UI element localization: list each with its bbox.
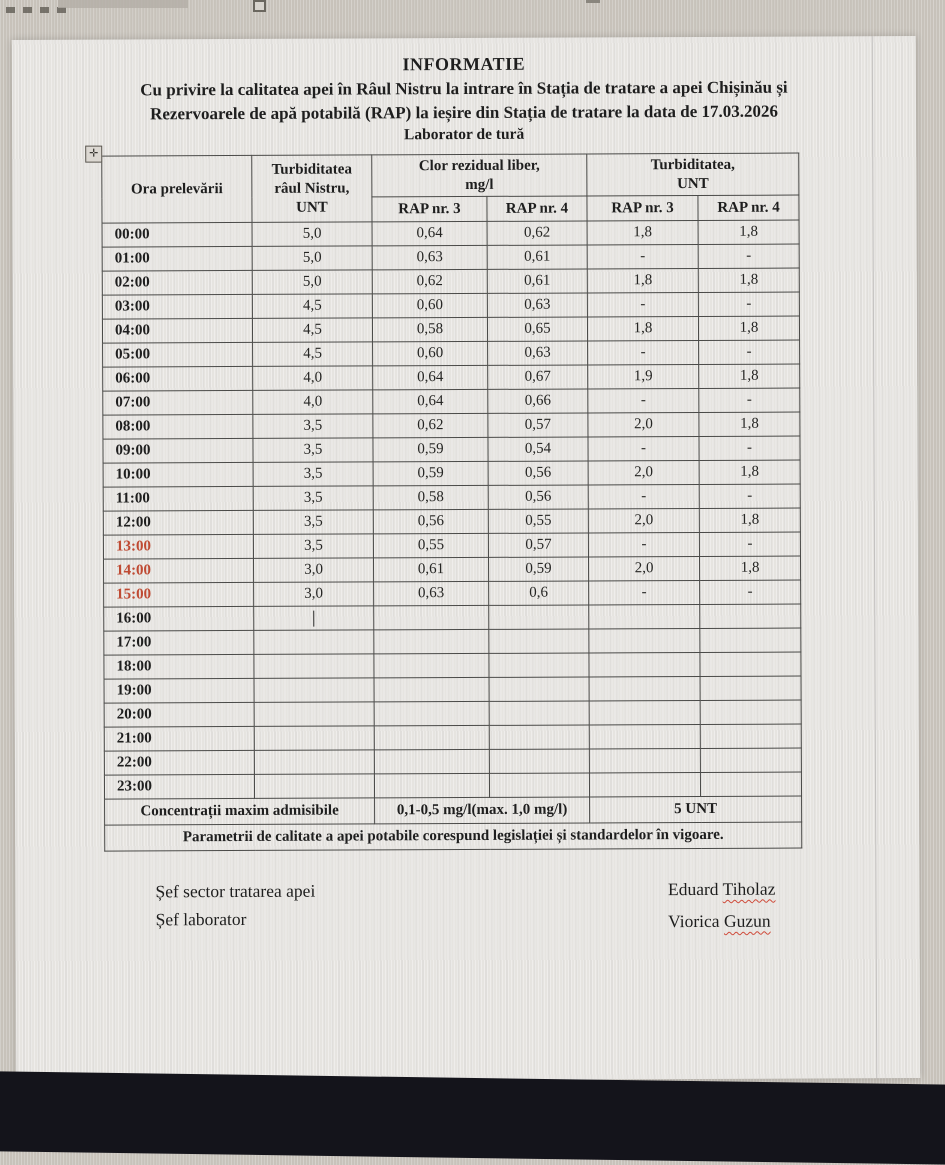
time-cell[interactable]: 16:00	[104, 606, 254, 631]
role-sector-chief[interactable]: Șef sector tratarea apei	[155, 880, 316, 902]
turbidity-rap3-cell[interactable]: -	[587, 244, 698, 268]
turbidity-rap3-cell[interactable]: 2,0	[588, 460, 699, 484]
time-cell[interactable]: 11:00	[103, 486, 253, 511]
turbidity-rap4-cell[interactable]: 1,8	[699, 508, 800, 532]
chlorine-rap4-cell[interactable]: 0,55	[488, 509, 588, 533]
turbidity-rap4-cell[interactable]: -	[699, 340, 800, 364]
chlorine-rap4-cell[interactable]	[489, 701, 589, 725]
turbidity-rap4-cell[interactable]	[700, 676, 801, 700]
chlorine-rap4-cell[interactable]: 0,59	[488, 557, 588, 581]
chlorine-rap4-cell[interactable]: 0,66	[488, 389, 588, 413]
first-name: Eduard	[667, 878, 719, 900]
square-outline-icon[interactable]	[253, 0, 266, 12]
turbidity-river-cell[interactable]: 5,0	[252, 246, 372, 271]
chlorine-rap3-cell[interactable]	[374, 677, 489, 702]
table-row	[103, 484, 800, 511]
table-row	[102, 292, 799, 319]
quality-note-row	[105, 822, 802, 851]
water-quality-table	[101, 153, 802, 852]
table-row	[103, 412, 800, 439]
table-row	[102, 220, 799, 247]
turbidity-rap3-cell[interactable]: -	[588, 484, 699, 508]
chlorine-rap3-cell[interactable]: 0,64	[372, 221, 487, 246]
chlorine-rap3-cell[interactable]	[374, 725, 489, 750]
turbidity-river-cell[interactable]	[254, 630, 374, 655]
turbidity-river-cell[interactable]	[254, 774, 374, 799]
turbidity-rap3-cell[interactable]	[589, 700, 700, 724]
chlorine-rap3-cell[interactable]	[374, 701, 489, 726]
chlorine-rap3-cell[interactable]: 0,59	[373, 461, 488, 486]
chlorine-rap4-cell[interactable]: 0,63	[487, 293, 587, 317]
turbidity-river-cell[interactable]	[254, 654, 374, 679]
turbidity-rap4-cell[interactable]: 1,8	[699, 460, 800, 484]
chlorine-rap3-cell[interactable]: 0,62	[372, 269, 487, 294]
turbidity-rap3-cell[interactable]: -	[588, 388, 699, 412]
chlorine-rap3-cell[interactable]: 0,56	[373, 509, 488, 534]
turbidity-rap4-cell[interactable]: 1,8	[699, 412, 800, 436]
time-cell[interactable]: 07:00	[103, 390, 253, 415]
turbidity-river-cell[interactable]: 3,5	[253, 534, 373, 559]
turbidity-rap3-cell[interactable]: 2,0	[588, 508, 699, 532]
last-name-spellcheck: Guzun	[723, 910, 771, 931]
table-row	[103, 364, 800, 391]
turbidity-rap3-cell[interactable]: -	[588, 436, 699, 460]
subheader-rap4-chlorine[interactable]: RAP nr. 4	[487, 196, 587, 221]
signature-block	[155, 879, 775, 946]
header-turbidity-river[interactable]: Turbiditatea râul Nistru, UNT	[252, 155, 372, 223]
chlorine-rap3-cell[interactable]: 0,58	[373, 485, 488, 510]
time-cell[interactable]: 01:00	[102, 246, 252, 271]
chlorine-rap3-cell[interactable]	[374, 653, 489, 678]
chlorine-rap4-cell[interactable]	[489, 773, 589, 797]
signature-roles	[155, 881, 315, 946]
turbidity-rap4-cell[interactable]: -	[699, 484, 800, 508]
turbidity-rap3-cell[interactable]: -	[588, 532, 699, 556]
chlorine-rap4-cell[interactable]	[489, 725, 589, 749]
signature-names	[668, 879, 776, 943]
table-row	[102, 268, 799, 295]
chlorine-rap4-cell[interactable]: 0,62	[487, 221, 587, 245]
table-row	[102, 244, 799, 271]
chlorine-rap4-cell[interactable]: 0,57	[488, 413, 588, 437]
table-row	[104, 604, 801, 631]
chlorine-rap4-cell[interactable]: 0,63	[488, 341, 588, 365]
chlorine-rap4-cell[interactable]	[489, 629, 589, 653]
turbidity-rap3-cell[interactable]	[589, 748, 700, 772]
time-cell[interactable]: 10:00	[103, 462, 253, 487]
turbidity-river-cell[interactable]	[254, 726, 374, 751]
table-row	[104, 700, 801, 727]
time-cell[interactable]: 22:00	[104, 750, 254, 775]
time-cell[interactable]: 18:00	[104, 654, 254, 679]
table-row	[104, 748, 801, 775]
turbidity-rap4-cell[interactable]: 1,8	[698, 220, 799, 244]
turbidity-river-cell[interactable]: 5,0	[252, 270, 372, 295]
role-lab-chief[interactable]: Șef laborator	[155, 908, 247, 930]
turbidity-rap4-cell[interactable]: 1,8	[699, 364, 800, 388]
chlorine-rap3-cell[interactable]	[374, 773, 489, 798]
quality-note[interactable]: Parametrii de calitate a apei potabile corespund legislației și standardelor în vigoare.	[105, 822, 802, 851]
turbidity-rap3-cell[interactable]	[589, 724, 700, 748]
turbidity-river-cell[interactable]: 3,5	[253, 510, 373, 535]
table-row	[104, 724, 801, 751]
time-cell[interactable]: 19:00	[104, 678, 254, 703]
time-cell[interactable]: 09:00	[103, 438, 253, 463]
chlorine-rap3-cell[interactable]	[374, 629, 489, 654]
turbidity-river-cell[interactable]: 3,5	[253, 438, 373, 463]
time-cell[interactable]: 23:00	[104, 774, 254, 799]
time-cell[interactable]: 15:00	[104, 582, 254, 607]
header-sampling-time[interactable]: Ora prelevării	[102, 155, 252, 223]
turbidity-rap3-cell[interactable]: -	[588, 340, 699, 364]
turbidity-rap4-cell[interactable]	[700, 748, 801, 772]
time-cell[interactable]: 02:00	[102, 270, 252, 295]
document-subtitle[interactable]: Cu privire la calitatea apei în Râul Nistru la intrare în Stația de tratare a apei Chișinău și Rezervoarele de apă potabilă (RAP) la ieșire din Stația de tratare la data de 17.03.2026	[140, 77, 788, 124]
turbidity-river-cell[interactable]: 4,5	[253, 342, 373, 367]
chlorine-rap4-cell[interactable]	[489, 677, 589, 701]
turbidity-rap4-cell[interactable]: -	[698, 244, 799, 268]
chlorine-rap4-cell[interactable]: 0,61	[487, 245, 587, 269]
turbidity-river-cell[interactable]: 3,5	[253, 414, 373, 439]
turbidity-rap3-cell[interactable]: -	[587, 292, 698, 316]
turbidity-rap4-cell[interactable]	[700, 652, 801, 676]
turbidity-river-cell[interactable]: 4,5	[252, 318, 372, 343]
time-cell[interactable]: 12:00	[103, 510, 253, 535]
time-cell[interactable]: 06:00	[103, 366, 253, 391]
turbidity-river-cell[interactable]	[254, 702, 374, 727]
max-admissible-row	[105, 796, 802, 825]
chlorine-rap3-cell[interactable]: 0,64	[373, 389, 488, 414]
screen-bottom-bezel	[0, 1071, 945, 1165]
header-group-chlorine[interactable]: Clor rezidual liber, mg/l	[372, 154, 587, 197]
time-cell[interactable]: 04:00	[102, 318, 252, 343]
time-cell[interactable]: 13:00	[103, 534, 253, 559]
table-row	[104, 580, 801, 607]
time-cell[interactable]: 21:00	[104, 726, 254, 751]
turbidity-rap3-cell[interactable]	[589, 652, 700, 676]
turbidity-rap3-cell[interactable]	[589, 604, 700, 628]
turbidity-rap4-cell[interactable]	[700, 604, 801, 628]
chlorine-rap3-cell[interactable]: 0,58	[372, 317, 487, 342]
turbidity-river-cell[interactable]: 4,0	[253, 366, 373, 391]
turbidity-river-cell[interactable]	[254, 606, 374, 631]
document-subheading[interactable]: Laborator de tură	[403, 125, 525, 144]
table-move-handle-icon[interactable]: ✛	[85, 146, 102, 163]
turbidity-rap3-cell[interactable]	[589, 628, 700, 652]
chlorine-rap4-cell[interactable]: 0,57	[488, 533, 588, 557]
table-row	[103, 436, 800, 463]
turbidity-river-cell[interactable]	[254, 750, 374, 775]
screen-reflection-line	[872, 36, 878, 1078]
turbidity-river-cell[interactable]: 3,0	[253, 558, 373, 583]
turbidity-rap4-cell[interactable]	[700, 772, 801, 796]
turbidity-rap3-cell[interactable]: 1,8	[587, 316, 698, 340]
table-row	[103, 556, 800, 583]
turbidity-river-cell[interactable]	[254, 678, 374, 703]
chlorine-rap4-cell[interactable]	[489, 749, 589, 773]
chlorine-rap3-cell[interactable]: 0,61	[373, 557, 488, 582]
table-row	[102, 316, 799, 343]
subheader-rap3-chlorine[interactable]: RAP nr. 3	[372, 196, 487, 222]
table-row	[103, 340, 800, 367]
chlorine-rap4-cell[interactable]: 0,54	[488, 437, 588, 461]
name-lab-chief[interactable]	[668, 911, 776, 932]
ruler-remnant	[58, 0, 188, 8]
chlorine-rap4-cell[interactable]: 0,56	[488, 485, 588, 509]
name-sector-chief[interactable]	[668, 879, 776, 900]
turbidity-rap3-cell[interactable]: 1,8	[587, 220, 698, 244]
turbidity-rap4-cell[interactable]: -	[699, 388, 800, 412]
turbidity-rap4-cell[interactable]: 1,8	[698, 268, 799, 292]
table-row	[104, 652, 801, 679]
table-row	[104, 628, 801, 655]
turbidity-rap4-cell[interactable]: -	[699, 436, 800, 460]
chlorine-rap3-cell[interactable]: 0,59	[373, 437, 488, 462]
chlorine-rap3-cell[interactable]	[374, 749, 489, 774]
chlorine-rap4-cell[interactable]: 0,61	[487, 269, 587, 293]
table-row	[103, 508, 800, 535]
header-group-turbidity[interactable]: Turbiditatea, UNT	[587, 153, 799, 196]
chlorine-rap3-cell[interactable]: 0,64	[373, 365, 488, 390]
time-cell[interactable]: 00:00	[102, 222, 252, 247]
text-cursor	[313, 610, 315, 626]
turbidity-rap3-cell[interactable]	[589, 676, 700, 700]
time-cell[interactable]: 20:00	[104, 702, 254, 727]
chlorine-rap4-cell[interactable]	[489, 605, 589, 629]
turbidity-rap3-cell[interactable]: 1,9	[588, 364, 699, 388]
turbidity-rap4-cell[interactable]: 1,8	[698, 316, 799, 340]
table-row	[103, 532, 800, 559]
time-cell[interactable]: 03:00	[102, 294, 252, 319]
turbidity-rap4-cell[interactable]: 1,8	[700, 556, 801, 580]
table-row	[104, 676, 801, 703]
turbidity-rap3-cell[interactable]: 1,8	[587, 268, 698, 292]
table-row	[103, 388, 800, 415]
max-admissible-label[interactable]: Concentrații maxim admisibile	[105, 798, 375, 825]
turbidity-rap3-cell[interactable]	[589, 772, 700, 796]
turbidity-rap4-cell[interactable]	[700, 724, 801, 748]
last-name-spellcheck: Tiholaz	[722, 878, 776, 899]
document-page[interactable]	[12, 36, 921, 1082]
chlorine-rap3-cell[interactable]: 0,60	[373, 341, 488, 366]
max-admissible-chlorine[interactable]: 0,1-0,5 mg/l(max. 1,0 mg/l)	[375, 797, 590, 824]
chlorine-rap4-cell[interactable]: 0,67	[488, 365, 588, 389]
chlorine-rap3-cell[interactable]: 0,62	[373, 413, 488, 438]
turbidity-river-cell[interactable]: 3,5	[253, 462, 373, 487]
chlorine-rap4-cell[interactable]	[489, 653, 589, 677]
chlorine-rap4-cell[interactable]: 0,6	[489, 581, 589, 605]
turbidity-river-cell[interactable]: 3,0	[254, 582, 374, 607]
turbidity-rap4-cell[interactable]	[700, 628, 801, 652]
turbidity-river-cell[interactable]: 3,5	[253, 486, 373, 511]
chlorine-rap3-cell[interactable]: 0,55	[373, 533, 488, 558]
max-admissible-turbidity[interactable]: 5 UNT	[590, 796, 802, 823]
time-cell[interactable]: 08:00	[103, 414, 253, 439]
turbidity-rap3-cell[interactable]: 2,0	[588, 412, 699, 436]
table-body	[102, 220, 802, 799]
turbidity-rap4-cell[interactable]	[700, 700, 801, 724]
chlorine-rap3-cell[interactable]: 0,63	[372, 245, 487, 270]
turbidity-river-cell[interactable]: 4,0	[253, 390, 373, 415]
table-row	[104, 772, 801, 799]
ruler-mark	[586, 0, 600, 3]
turbidity-rap4-cell[interactable]: -	[699, 532, 800, 556]
subheader-rap3-turbidity[interactable]: RAP nr. 3	[587, 195, 698, 220]
turbidity-rap3-cell[interactable]: 2,0	[589, 556, 700, 580]
chlorine-rap4-cell[interactable]: 0,65	[487, 317, 587, 341]
turbidity-rap4-cell[interactable]: -	[698, 292, 799, 316]
chlorine-rap3-cell[interactable]	[374, 605, 489, 630]
water-quality-table-wrap	[89, 147, 801, 852]
first-name: Viorica	[668, 910, 720, 932]
turbidity-rap4-cell[interactable]: -	[700, 580, 801, 604]
subheader-rap4-turbidity[interactable]: RAP nr. 4	[698, 195, 799, 220]
chlorine-rap3-cell[interactable]: 0,60	[372, 293, 487, 318]
turbidity-river-cell[interactable]: 4,5	[252, 294, 372, 319]
chlorine-rap3-cell[interactable]: 0,63	[374, 581, 489, 606]
table-row	[103, 460, 800, 487]
turbidity-river-cell[interactable]: 5,0	[252, 222, 372, 247]
chlorine-rap4-cell[interactable]: 0,56	[488, 461, 588, 485]
time-cell[interactable]: 14:00	[103, 558, 253, 583]
time-cell[interactable]: 17:00	[104, 630, 254, 655]
document-title[interactable]: INFORMATIE	[402, 53, 526, 75]
turbidity-rap3-cell[interactable]: -	[589, 580, 700, 604]
time-cell[interactable]: 05:00	[103, 342, 253, 367]
